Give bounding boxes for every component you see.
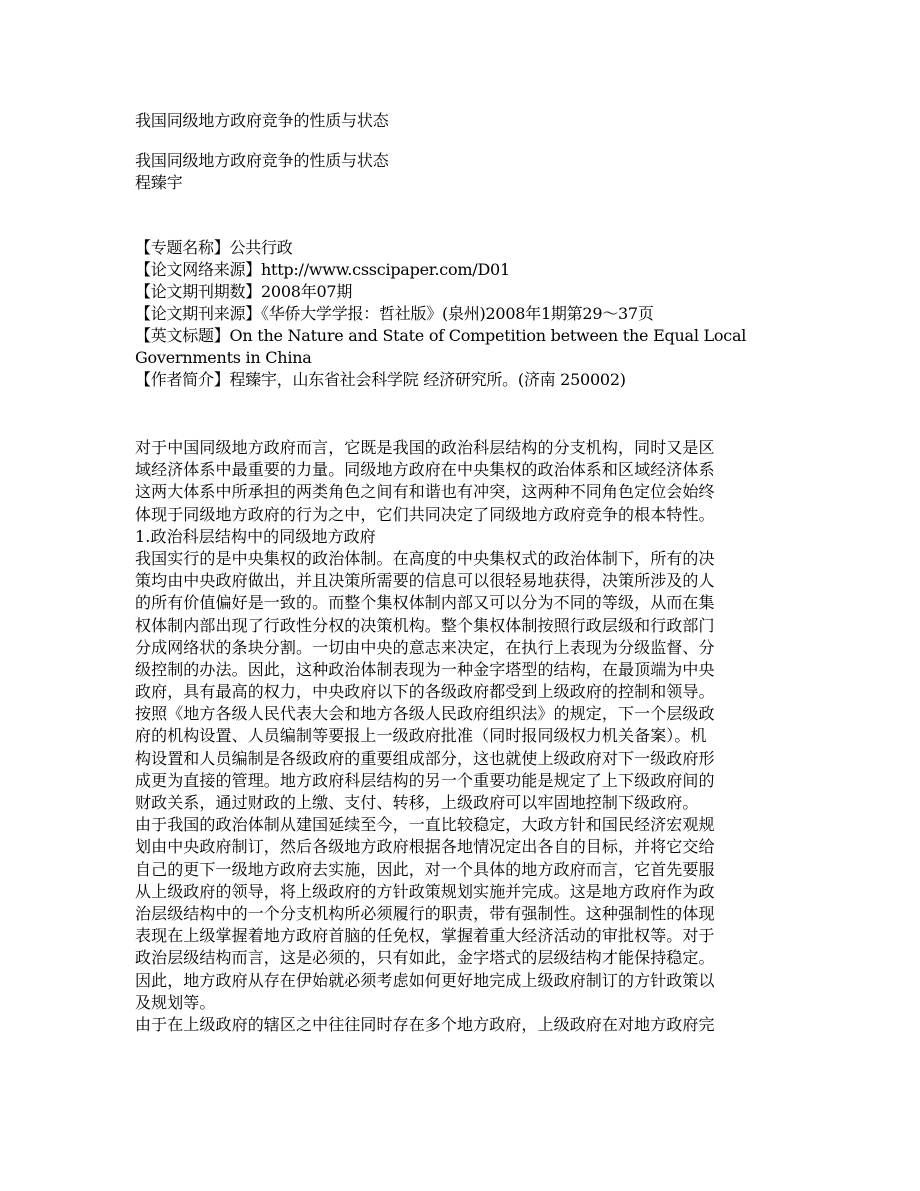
- article-title: 我国同级地方政府竞争的性质与状态: [135, 151, 389, 170]
- body-text-line: 自己的更下一级地方政府去实施，因此，对一个具体的地方政府而言，它首先要服: [135, 859, 715, 879]
- body-text-line: 权体制内部出现了行政性分权的决策机构。整个集权体制按照行政层级和行政部门: [135, 615, 715, 635]
- meta-topic: 【专题名称】公共行政: [135, 238, 293, 257]
- body-text-line: 治层级结构中的一个分支机构所必须履行的职责，带有强制性。这种强制性的体现: [135, 903, 715, 923]
- body-text-line: 我国实行的是中央集权的政治体制。在高度的中央集权式的政治体制下，所有的决: [135, 548, 715, 568]
- body-text-line: 及规划等。: [135, 992, 216, 1012]
- page-title-text: 我国同级地方政府竞争的性质与状态: [135, 111, 389, 130]
- body-text-line: 的所有价值偏好是一致的。而整个集权体制内部又可以分为不同的等级，从而在集: [135, 593, 715, 613]
- body-text-line: 由于我国的政治体制从建国延续至今，一直比较稳定，大政方针和国民经济宏观规: [135, 815, 715, 835]
- body-text-line: 域经济体系中最重要的力量。同级地方政府在中央集权的政治体系和区域经济体系: [135, 460, 715, 480]
- body-text-line: 按照《地方各级人民代表大会和地方各级人民政府组织法》的规定，下一个层级政: [135, 704, 715, 724]
- body-text-line: 财政关系，通过财政的上缴、支付、转移，上级政府可以牢固地控制下级政府。: [135, 793, 699, 812]
- body-text-line: 1.政治科层结构中的同级地方政府: [135, 526, 376, 546]
- article-metadata: [135, 237, 746, 391]
- body-text-line: 这两大体系中所承担的两类角色之间有和谐也有冲突，这两种不同角色定位会始终: [135, 482, 715, 502]
- body-text-line: 因此，地方政府从存在伊始就必须考虑如何更好地完成上级政府制订的方针政策以: [135, 970, 715, 990]
- article-author: 程臻宇: [135, 173, 183, 192]
- body-text-line: 级控制的办法。因此，这种政治体制表现为一种金字塔型的结构，在最顶端为中央: [135, 659, 715, 679]
- body-text-line: 从上级政府的领导，将上级政府的方针政策规划实施并完成。这是地方政府作为政: [135, 881, 715, 901]
- body-text-line: 构设置和人员编制是各级政府的重要组成部分，这也就使上级政府对下一级政府形: [135, 748, 715, 768]
- body-text-line: 体现于同级地方政府的行为之中，它们共同决定了同级地方政府竞争的根本特性。: [135, 504, 715, 524]
- body-text-line: 策均由中央政府做出，并且决策所需要的信息可以很轻易地获得，决策所涉及的人: [135, 571, 715, 591]
- meta-source-url: 【论文网络来源】http://www.csscipaper.com/D01: [135, 260, 510, 279]
- body-text-line: 分成网络状的条块分割。一切由中央的意志来决定，在执行上表现为分级监督、分: [135, 637, 715, 657]
- body-text-line: 表现在上级掌握着地方政府首脑的任免权，掌握着重大经济活动的审批权等。对于: [135, 926, 715, 946]
- body-text-line: 成更为直接的管理。地方政府科层结构的另一个重要功能是规定了上下级政府间的: [135, 770, 715, 790]
- body-text-line: 对于中国同级地方政府而言，它既是我国的政治科层结构的分支机构，同时又是区: [135, 438, 715, 457]
- meta-english-title-line-2: Governments in China: [135, 348, 312, 367]
- article-header: [135, 150, 389, 194]
- body-text-line: 政治层级结构而言，这是必须的，只有如此，金字塔式的层级结构才能保持稳定。: [135, 948, 715, 968]
- body-text-line: 由于在上级政府的辖区之中往往同时存在多个地方政府，上级政府在对地方政府完: [135, 1014, 715, 1034]
- article-body: [135, 437, 715, 1036]
- meta-english-title-line-1: 【英文标题】On the Nature and State of Competition between the Equal Local: [135, 326, 747, 345]
- body-text-line: 府的机构设置、人员编制等要报上一级政府批准（同时报同级权力机关备案）。机: [135, 726, 707, 746]
- body-text-line: 政府，具有最高的权力，中央政府以下的各级政府都受到上级政府的控制和领导。: [135, 682, 715, 702]
- meta-author-intro: 【作者简介】程臻宇，山东省社会科学院 经济研究所。(济南 250002): [135, 370, 626, 389]
- meta-journal: 【论文期刊来源】《华侨大学学报：哲社版》(泉州)2008年1期第29～37页: [135, 304, 654, 323]
- page-title: [135, 110, 389, 132]
- body-text-line: 划由中央政府制订，然后各级地方政府根据各地情况定出各自的目标，并将它交给: [135, 837, 715, 857]
- meta-issue: 【论文期刊期数】2008年07期: [135, 282, 353, 301]
